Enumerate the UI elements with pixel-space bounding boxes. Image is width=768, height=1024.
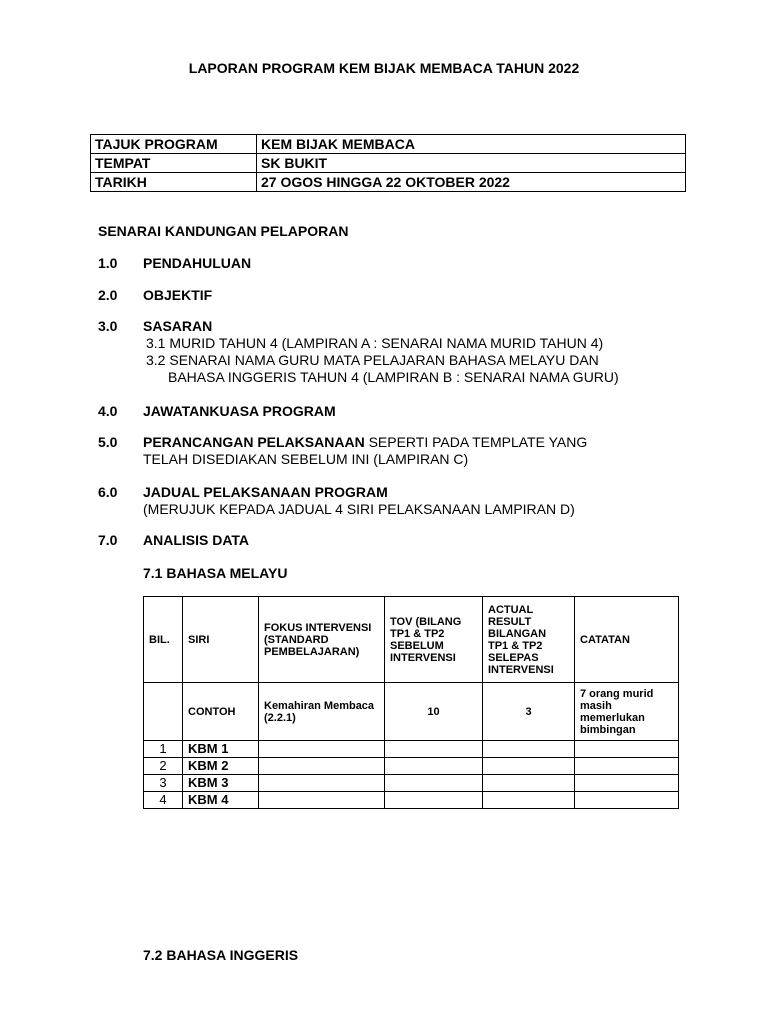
contents-heading: SENARAI KANDUNGAN PELAPORAN [98, 223, 349, 239]
cell-empty [385, 741, 483, 758]
section-line: (MERUJUK KEPADA JADUAL 4 SIRI PELAKSANAAN LAMPIRAN D) [143, 501, 575, 517]
section-1 [98, 255, 698, 272]
analysis-table [143, 596, 679, 809]
cell-fokus: Kemahiran Membaca (2.2.1) [259, 683, 385, 741]
cell-catatan: 7 orang murid masih memerlukan bimbingan [575, 683, 679, 741]
cell-actual: 3 [483, 683, 575, 741]
section-line: 3.2 SENARAI NAMA GURU MATA PELAJARAN BAHASA MELAYU DAN [146, 352, 599, 368]
table-header-row [144, 597, 679, 683]
section-title: OBJEKTIF [143, 287, 213, 303]
cell-empty [575, 792, 679, 809]
section-number: 1.0 [98, 255, 118, 271]
cell-empty [385, 775, 483, 792]
cell-bil: 1 [144, 741, 183, 758]
section-number: 7.0 [98, 532, 118, 548]
col-header: ACTUAL RESULT BILANGAN TP1 & TP2 SELEPAS INTERVENSI [483, 597, 575, 683]
info-key: TAJUK PROGRAM [91, 135, 257, 154]
cell-siri: KBM 3 [183, 775, 259, 792]
cell-empty [575, 758, 679, 775]
example-row [144, 683, 679, 741]
cell-siri: CONTOH [183, 683, 259, 741]
info-row [91, 135, 686, 154]
cell-bil: 4 [144, 792, 183, 809]
cell-siri: KBM 2 [183, 758, 259, 775]
section-6 [98, 484, 698, 518]
col-header: TOV (BILANG TP1 & TP2 SEBELUM INTERVENSI [385, 597, 483, 683]
col-header: CATATAN [575, 597, 679, 683]
cell-empty [483, 758, 575, 775]
section-text: SEPERTI PADA TEMPLATE YANG [364, 434, 588, 450]
section-number: 2.0 [98, 287, 118, 303]
col-header: SIRI [183, 597, 259, 683]
col-header: FOKUS INTERVENSI (STANDARD PEMBELAJARAN) [259, 597, 385, 683]
table-row [144, 758, 679, 775]
cell-empty [385, 758, 483, 775]
section-title: ANALISIS DATA [143, 532, 250, 548]
cell-empty [575, 741, 679, 758]
section-title: JADUAL PELAKSANAAN PROGRAM [143, 484, 388, 500]
col-header: BIL. [144, 597, 183, 683]
cell-empty [575, 775, 679, 792]
table-row [144, 775, 679, 792]
cell-empty [483, 741, 575, 758]
section-2 [98, 287, 698, 304]
table-row [144, 792, 679, 809]
cell-empty [259, 758, 385, 775]
program-info-table [90, 134, 686, 192]
section-7 [98, 532, 698, 549]
section-title: JAWATANKUASA PROGRAM [143, 403, 336, 419]
section-title: SASARAN [143, 318, 213, 334]
section-number: 4.0 [98, 403, 118, 419]
cell-empty [259, 775, 385, 792]
section-number: 6.0 [98, 484, 118, 500]
section-3 [98, 318, 698, 386]
subsection-bahasa-melayu: 7.1 BAHASA MELAYU [143, 565, 288, 581]
info-row [91, 173, 686, 192]
section-line: TELAH DISEDIAKAN SEBELUM INI (LAMPIRAN C) [143, 451, 469, 467]
section-title: PERANCANGAN PELAKSANAAN [143, 434, 365, 450]
info-value: SK BUKIT [257, 154, 686, 173]
info-value: 27 OGOS HINGGA 22 OKTOBER 2022 [257, 173, 686, 192]
cell-empty [259, 741, 385, 758]
page-title: LAPORAN PROGRAM KEM BIJAK MEMBACA TAHUN 2022 [188, 60, 580, 76]
cell-siri: KBM 4 [183, 792, 259, 809]
cell-bil: 2 [144, 758, 183, 775]
subsection-bahasa-inggeris: 7.2 BAHASA INGGERIS [143, 947, 299, 963]
section-title: PENDAHULUAN [143, 255, 252, 271]
section-line: BAHASA INGGERIS TAHUN 4 (LAMPIRAN B : SENARAI NAMA GURU) [168, 369, 619, 385]
section-number: 3.0 [98, 318, 118, 334]
cell-empty [483, 775, 575, 792]
cell-empty [259, 792, 385, 809]
cell-bil: 3 [144, 775, 183, 792]
cell-siri: KBM 1 [183, 741, 259, 758]
cell-tov: 10 [385, 683, 483, 741]
cell-empty [385, 792, 483, 809]
info-row [91, 154, 686, 173]
info-key: TARIKH [91, 173, 257, 192]
section-5 [98, 434, 698, 468]
table-row [144, 741, 679, 758]
info-value: KEM BIJAK MEMBACA [257, 135, 686, 154]
cell-empty [483, 792, 575, 809]
section-line: 3.1 MURID TAHUN 4 (LAMPIRAN A : SENARAI NAMA MURID TAHUN 4) [146, 335, 604, 351]
section-4 [98, 403, 698, 420]
info-key: TEMPAT [91, 154, 257, 173]
section-number: 5.0 [98, 434, 118, 450]
cell-bil [144, 683, 183, 741]
